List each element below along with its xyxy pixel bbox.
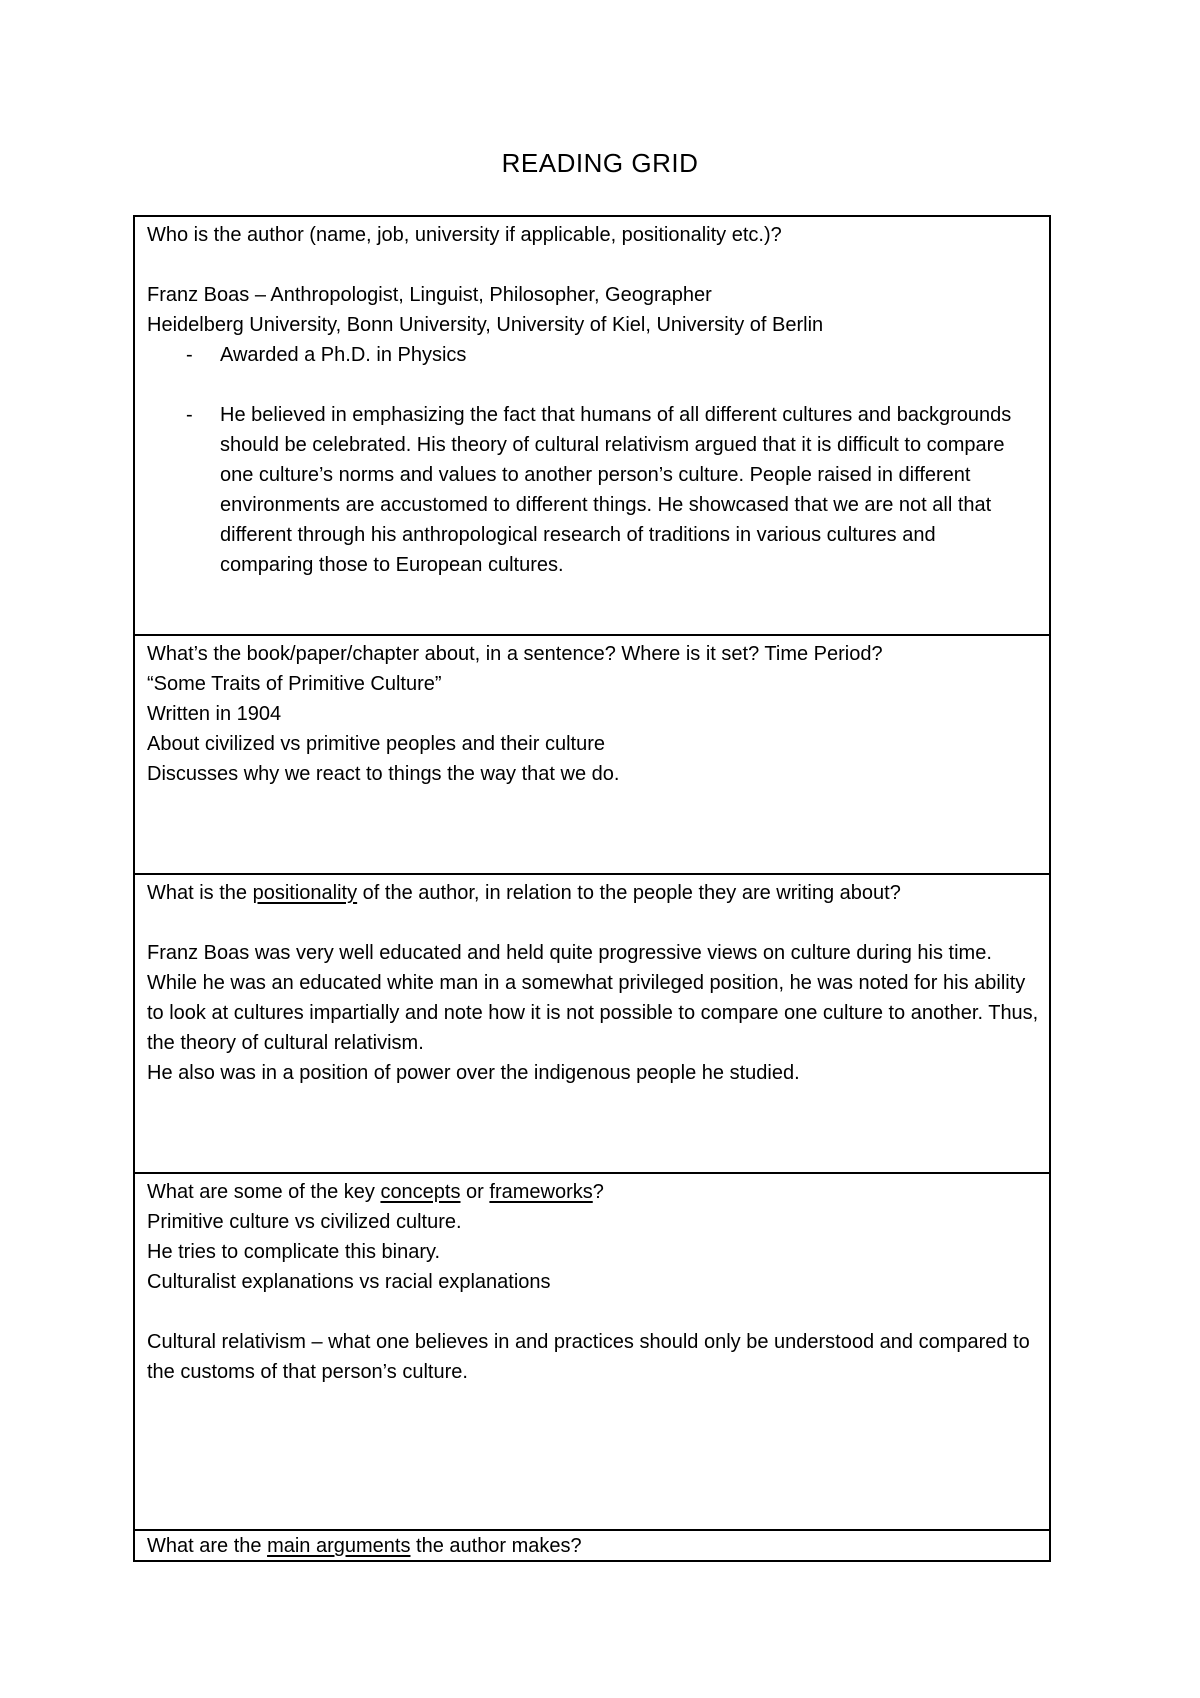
- concepts-line-binary: He tries to complicate this binary.: [147, 1241, 441, 1263]
- concepts-cell: [135, 1172, 1049, 1529]
- concepts-relativism-paragraph: Cultural relativism – what one believes in and practices should only be understood and compared to the customs of that person’s culture.: [147, 1331, 1030, 1383]
- author-bullet-beliefs-text: He believed in emphasizing the fact that humans of all different cultures and backgrounds should be celebrated. His theory of cultural relativism argued that it is difficult to compare one culture’s norms and values to another person’s culture. People raised in different environments are accustomed to different things. He showcased that we are not all that different through his anthropological research of traditions in various cultures and comparing those to European cultures.: [220, 404, 1012, 576]
- concepts-question-pre: What are some of the key: [147, 1181, 381, 1203]
- arguments-question-term: main arguments: [267, 1535, 411, 1557]
- about-topic-line: About civilized vs primitive peoples and their culture: [147, 733, 605, 755]
- author-cell: [135, 217, 1049, 634]
- author-bullet-beliefs: [147, 400, 1039, 580]
- page-title: READING GRID: [501, 148, 699, 178]
- positionality-cell: [135, 873, 1049, 1172]
- about-discussion-line: Discusses why we react to things the way that we do.: [147, 763, 620, 785]
- concepts-question-term-frameworks: frameworks: [489, 1181, 593, 1203]
- positionality-question-pre: What is the: [147, 882, 253, 904]
- author-question: Who is the author (name, job, university if applicable, positionality etc.)?: [147, 224, 782, 246]
- concepts-question-mid: or: [460, 1181, 490, 1203]
- author-universities-line: Heidelberg University, Bonn University, University of Kiel, University of Berlin: [147, 314, 824, 336]
- author-bullet-phd-text: Awarded a Ph.D. in Physics: [220, 344, 467, 366]
- concepts-question: [147, 1177, 1039, 1207]
- arguments-question-pre: What are the: [147, 1535, 268, 1557]
- positionality-power-line: He also was in a position of power over the indigenous people he studied.: [147, 1062, 800, 1084]
- about-cell: [135, 634, 1049, 873]
- positionality-paragraph: Franz Boas was very well educated and held quite progressive views on culture during his time. While he was an educated white man in a somewhat privileged position, he was noted for his ability to look at cultures impartially and note how it is not possible to compare one culture to another. Thus, the theory of cultural relativism.: [147, 942, 1039, 1054]
- about-title-line: “Some Traits of Primitive Culture”: [147, 673, 442, 695]
- arguments-question: [147, 1531, 1039, 1560]
- positionality-question-term: positionality: [252, 882, 358, 904]
- about-year-line: Written in 1904: [147, 703, 282, 725]
- concepts-line-primitive: Primitive culture vs civilized culture.: [147, 1211, 462, 1233]
- arguments-question-post: the author makes?: [410, 1535, 582, 1557]
- positionality-question-post: of the author, in relation to the people they are writing about?: [357, 882, 901, 904]
- bullet-dash: -: [186, 344, 193, 366]
- concepts-question-term-concepts: concepts: [380, 1181, 461, 1203]
- positionality-question: [147, 878, 1039, 908]
- concepts-line-explanations: Culturalist explanations vs racial explanations: [147, 1271, 551, 1293]
- author-name-line: Franz Boas – Anthropologist, Linguist, Philosopher, Geographer: [147, 284, 712, 306]
- about-question: What’s the book/paper/chapter about, in a sentence? Where is it set? Time Period?: [147, 643, 883, 665]
- bullet-dash: -: [186, 404, 193, 426]
- reading-grid-table: [133, 215, 1051, 1562]
- author-bullet-phd: [147, 340, 1039, 370]
- concepts-question-post: ?: [592, 1181, 604, 1203]
- arguments-cell: [135, 1529, 1049, 1560]
